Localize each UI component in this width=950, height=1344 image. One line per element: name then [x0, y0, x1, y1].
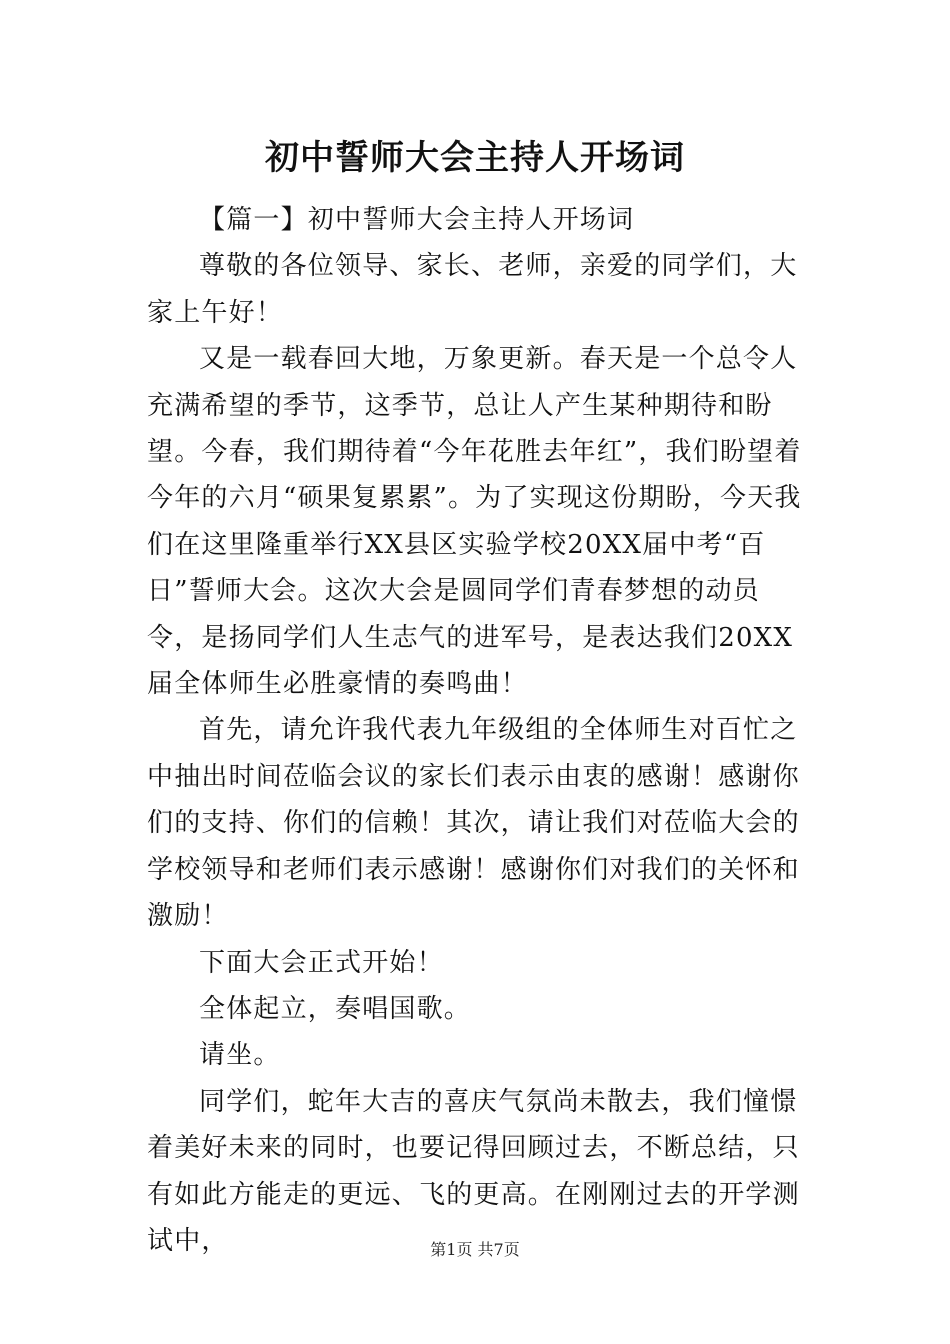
page-number-footer: 第1页 共7页 [430, 1240, 520, 1259]
paragraph-start: 下面大会正式开始！ [199, 947, 444, 978]
paragraph-anthem: 全体起立，奏唱国歌。 [199, 993, 472, 1024]
document-title: 初中誓师大会主持人开场词 [265, 138, 685, 178]
paragraph-review: 同学们，蛇年大吉的喜庆气氛尚未散去，我们憧憬着美好未来的同时，也要记得回顾过去，不断总结，只有如此方能走的更远、飞的更高。在刚刚过去的开学测试中， [147, 1086, 800, 1256]
document-body [147, 197, 807, 1264]
paragraph-thanks: 首先，请允许我代表九年级组的全体师生对百忙之中抽出时间莅临会议的家长们表示由衷的感谢！感谢你们的支持、你们的信赖！其次，请让我们对莅临大会的学校领导和老师们表示感谢！感谢你们对我们的关怀和激励！ [147, 715, 800, 932]
paragraph-greeting: 尊敬的各位领导、家长、老师，亲爱的同学们，大家上午好！ [147, 251, 798, 328]
paragraph-sit: 请坐。 [199, 1040, 281, 1071]
paragraph-opening: 又是一载春回大地，万象更新。春天是一个总令人充满希望的季节，这季节，总让人产生某种期待和盼望。今春，我们期待着“今年花胜去年红”，我们盼望着今年的六月“硕果复累累”。为了实现这份期盼，今天我们在这里隆重举行XX县区实验学校20XX届中考“百日”誓师大会。这次大会是圆同学们青春梦想的动员令，是扬同学们人生志气的进军号，是表达我们20XX届全体师生必胜豪情的奏鸣曲！ [147, 344, 802, 700]
section-heading: 【篇一】初中誓师大会主持人开场词 [199, 205, 635, 235]
